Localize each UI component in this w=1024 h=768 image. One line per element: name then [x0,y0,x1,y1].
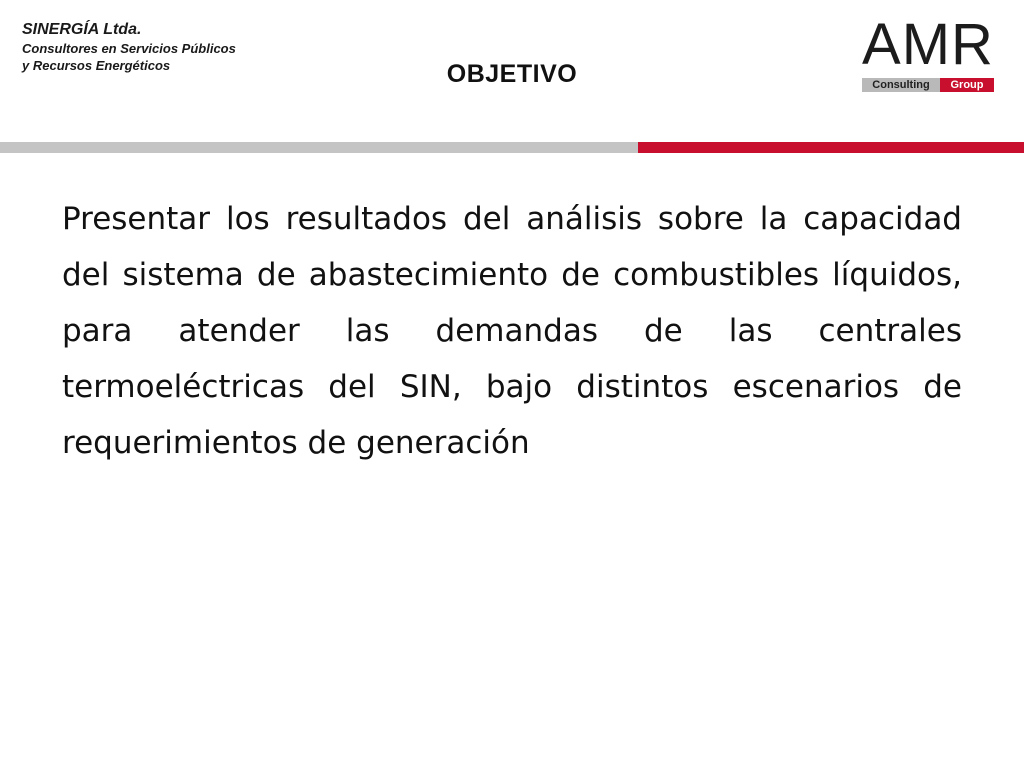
amr-logo [862,12,994,94]
company-name: SINERGÍA Ltda. [22,21,142,38]
logo-group-label: Group [940,78,994,92]
slide-title: OBJETIVO [446,60,578,88]
company-tagline-line2: y Recursos Energéticos [22,58,171,73]
logo-consulting-label: Consulting [862,78,940,92]
header-divider-gray [0,142,638,153]
objective-paragraph: Presentar los resultados del análisis sobre la capacidad del sistema de abastecimiento de combustibles líquidos, para atender las demandas de las centrales termoeléctricas del SIN, bajo distintos escenarios de requerimientos de generación [62,201,962,461]
company-tagline-line1: Consultores en Servicios Públicos [22,41,236,56]
header-divider-red [638,142,1024,153]
logo-letters: AMR [862,12,994,77]
